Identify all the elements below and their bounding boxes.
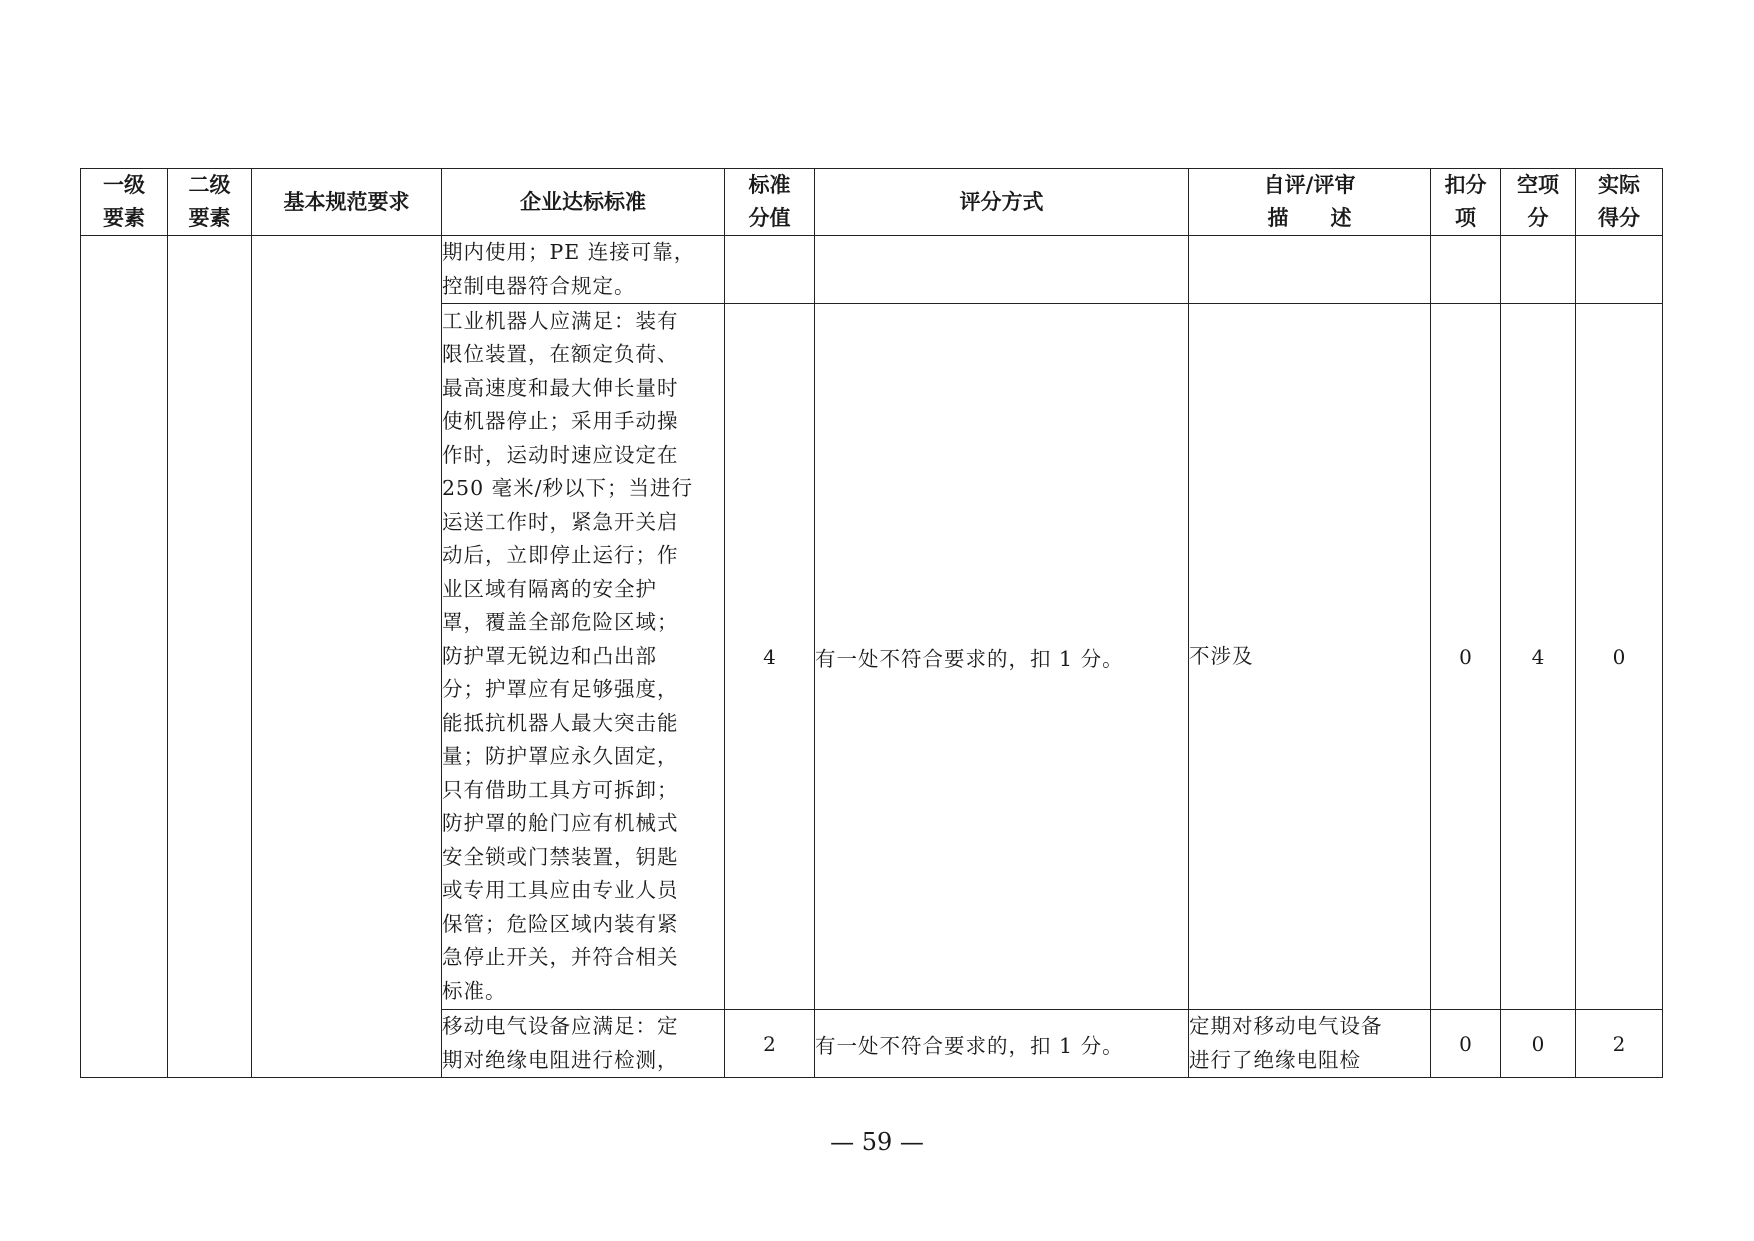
header-enterprise-standard: 企业达标标准 <box>442 169 725 236</box>
header-empty-score: 空项 分 <box>1501 169 1576 236</box>
table-row <box>81 236 1663 304</box>
actual-cell <box>1576 236 1663 304</box>
header-level2-element: 二级 要素 <box>168 169 252 236</box>
standard-cell: 工业机器人应满足：装有 限位装置，在额定负荷、 最高速度和最大伸长量时 使机器停止；采用手动操 作时，运动时速应设定在 250 毫米/秒以下；当进行 运送工作时，紧急开关启 动后，立即停止运行；作 业区域有隔离的安全护 罩，覆盖全部危险区域； 防护罩无锐边和凸出部 分；护罩应有足够强度， 能抵抗机器人最大突击能 量；防护罩应永久固定， 只有借助工具方可拆卸； 防护罩的舱门应有机械式 安全锁或门禁装置，钥匙 或专用工具应由专业人员 保管；危险区域内装有紧 急停止开关，并符合相关 标准。 <box>442 304 725 1010</box>
header-self-evaluation: 自评/评审 描 述 <box>1189 169 1431 236</box>
method-cell <box>815 236 1189 304</box>
method-cell: 有一处不符合要求的，扣 1 分。 <box>815 1010 1189 1078</box>
deduct-cell: 0 <box>1431 304 1501 1010</box>
header-actual-score: 实际 得分 <box>1576 169 1663 236</box>
header-standard-score: 标准 分值 <box>725 169 815 236</box>
standard-cell: 期内使用；PE 连接可靠， 控制电器符合规定。 <box>442 236 725 304</box>
standard-cell: 移动电气设备应满足：定 期对绝缘电阻进行检测， <box>442 1010 725 1078</box>
level2-cell <box>168 236 252 1078</box>
deduct-cell: 0 <box>1431 1010 1501 1078</box>
deduct-cell <box>1431 236 1501 304</box>
header-deduction: 扣分 项 <box>1431 169 1501 236</box>
empty-cell: 4 <box>1501 304 1576 1010</box>
actual-cell: 0 <box>1576 304 1663 1010</box>
header-row <box>81 169 1663 236</box>
basic-requirement-cell <box>252 236 442 1078</box>
header-scoring-method: 评分方式 <box>815 169 1189 236</box>
level1-cell <box>81 236 168 1078</box>
evaluation-table <box>80 168 1663 1078</box>
empty-cell: 0 <box>1501 1010 1576 1078</box>
description-cell: 不涉及 <box>1189 304 1431 1010</box>
empty-cell <box>1501 236 1576 304</box>
header-basic-requirements: 基本规范要求 <box>252 169 442 236</box>
score-cell <box>725 236 815 304</box>
actual-cell: 2 <box>1576 1010 1663 1078</box>
page-number: — 59 — <box>830 1128 924 1156</box>
description-cell: 定期对移动电气设备 进行了绝缘电阻检 <box>1189 1010 1431 1078</box>
header-level1-element: 一级 要素 <box>81 169 168 236</box>
score-cell: 4 <box>725 304 815 1010</box>
method-cell: 有一处不符合要求的，扣 1 分。 <box>815 304 1189 1010</box>
score-cell: 2 <box>725 1010 815 1078</box>
description-cell <box>1189 236 1431 304</box>
